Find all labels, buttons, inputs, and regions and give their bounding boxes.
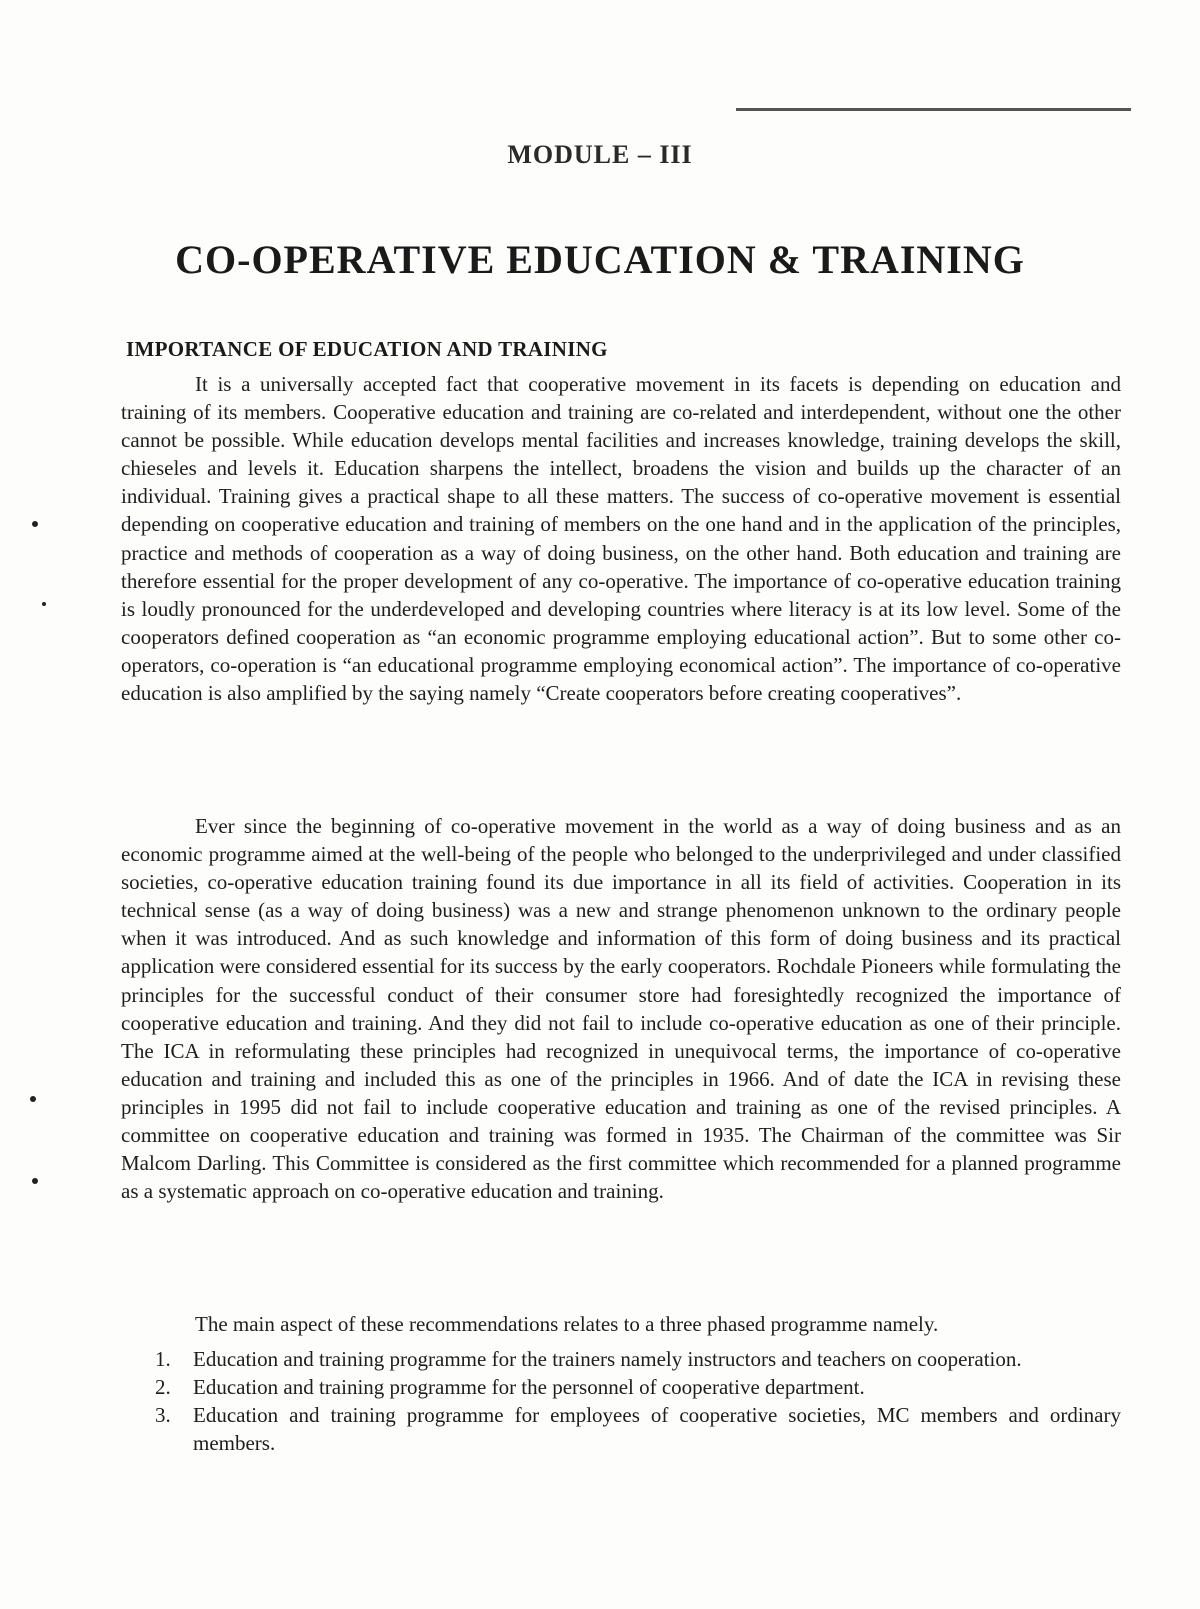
list-item-text: Education and training programme for the personnel of cooperative department. (193, 1375, 865, 1400)
list-item-text: Education and training programme for the trainers namely instructors and teachers on cooperation. (193, 1347, 1022, 1371)
list-item (155, 1373, 1121, 1401)
paragraph-recommendations: The main aspect of these recommendations relates to a three phased programme namely. (195, 1312, 939, 1336)
list-item-number: 3. (155, 1403, 171, 1428)
list-item (155, 1345, 1121, 1373)
header-rule (736, 108, 1131, 111)
module-label: MODULE – III (507, 140, 693, 169)
phased-programme-list (155, 1345, 1121, 1457)
list-item-number: 1. (155, 1347, 171, 1371)
page-title: CO-OPERATIVE EDUCATION & TRAINING (175, 237, 1025, 282)
scan-speck (32, 1178, 38, 1184)
list-item-text: Education and training programme for employees of cooperative societies, MC members and ordinary members. (193, 1403, 1121, 1456)
paragraph-importance: It is a universally accepted fact that cooperative movement in its facets is depending on education and training of its members. Cooperative education and training are co-related and interdependent, without one the other cannot be possible. While education develops mental facilities and increases knowledge, training develops the skill, chieseles and levels it. Education sharpens the intellect, broadens the vision and builds up the character of an individual. Training gives a practical shape to all these matters. The success of co-operative movement is essential depending on cooperative education and training of members on the one hand and in the application of the principles, practice and methods of cooperation as a way of doing business, on the other hand. Both education and training are therefore essential for the proper development of any co-operative. The importance of co-operative education training is loudly pronounced for the underdeveloped and developing countries where literacy is at its low level. Some of the cooperators defined cooperation as “an economic programme employing educational action”. But to some other co-operators, co-operation is “an educational programme employing economical action”. The importance of co-operative education is also amplified by the saying namely “Create cooperators before creating cooperatives”. (121, 372, 1121, 706)
list-item (155, 1401, 1121, 1457)
scan-speck (30, 1096, 36, 1102)
section-heading: IMPORTANCE OF EDUCATION AND TRAINING (126, 337, 608, 361)
list-item-number: 2. (155, 1375, 171, 1400)
scan-speck (32, 521, 38, 527)
paragraph-history: Ever since the beginning of co-operative movement in the world as a way of doing business and as an economic programme aimed at the well-being of the people who belonged to the underprivileged and under classified societies, co-operative education training found its due importance in all its field of activities. Cooperation in its technical sense (as a way of doing business) was a new and strange phenomenon unknown to the ordinary people when it was introduced. And as such knowledge and information of this form of doing business and its practical application were considered essential for its success by the early cooperators. Rochdale Pioneers while formulating the principles for the successful conduct of their consumer store had foresightedly recognized the importance of cooperative education and training. And they did not fail to include co-operative education as one of their principle. The ICA in reformulating these principles had recognized in unequivocal terms, the importance of co-operative education and training and included this as one of the principles in 1966. And of date the ICA in revising these principles in 1995 did not fail to include cooperative education and training as one of the revised principles. A committee on cooperative education and training was formed in 1935. The Chairman of the committee was Sir Malcom Darling. This Committee is considered as the first committee which recommended for a planned programme as a systematic approach on co-operative education and training. (121, 814, 1121, 1204)
scan-speck (42, 602, 46, 606)
